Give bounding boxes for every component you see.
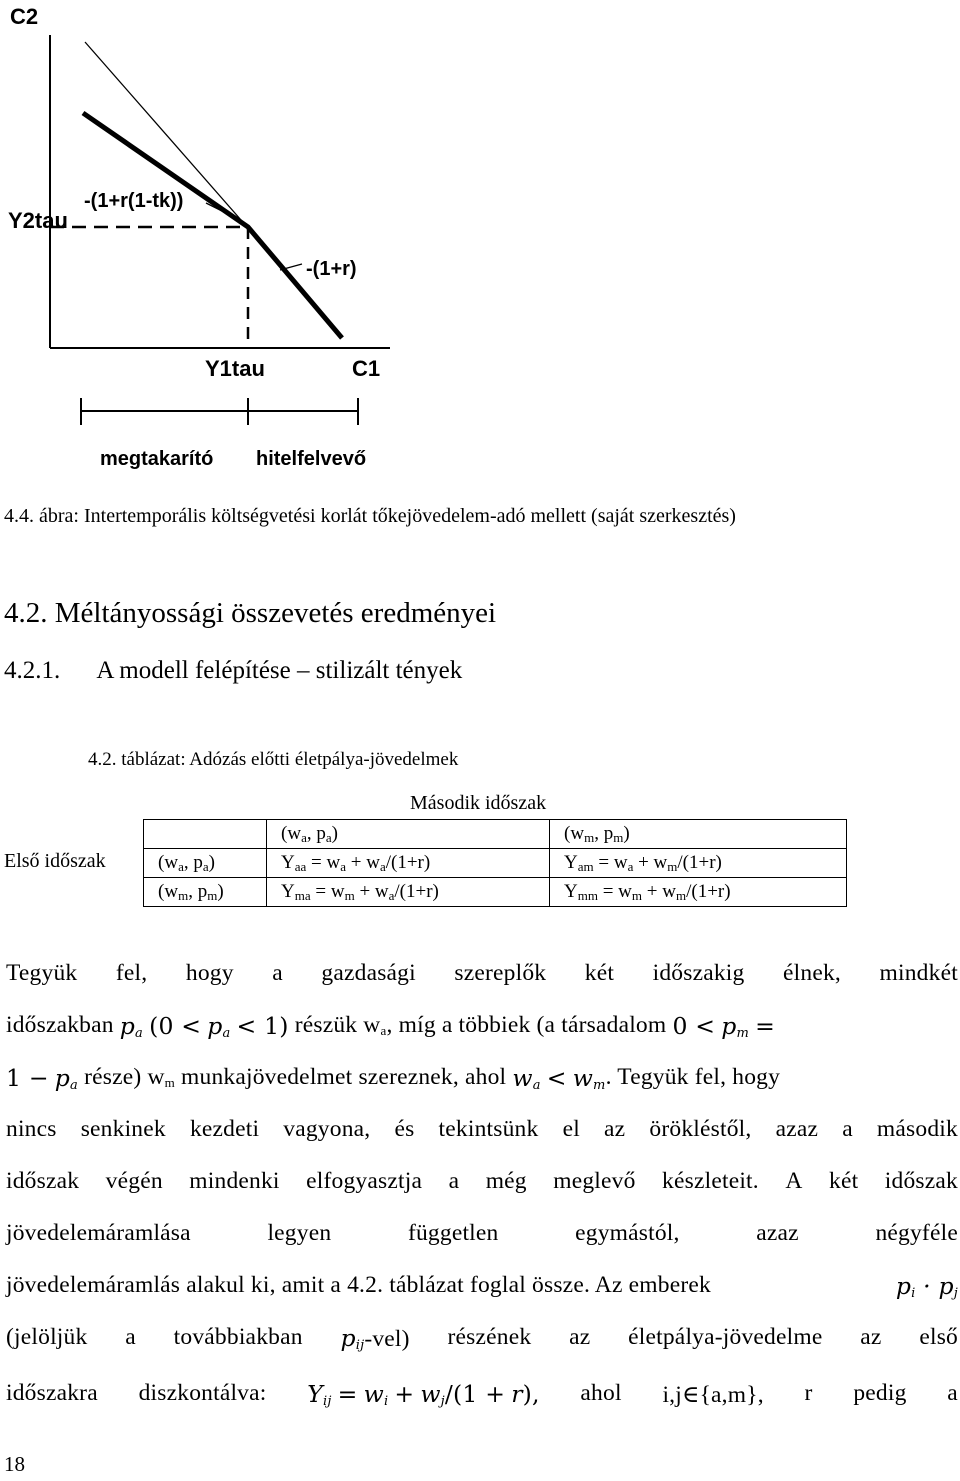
math: < bbox=[546, 1064, 567, 1092]
paragraph-line-4 bbox=[6, 1116, 958, 1143]
y-intercept-label: Y2tau bbox=[8, 208, 68, 233]
axis-y-label: C2 bbox=[10, 4, 39, 29]
table-cell-am: $Y_{am} = w_a + w_m/(1+r)$ bbox=[550, 849, 847, 878]
word: vagyona, bbox=[283, 1116, 371, 1142]
page-number: 18 bbox=[4, 1452, 25, 1476]
text: . Tegyük fel, hogy bbox=[605, 1064, 781, 1090]
word: A bbox=[785, 1168, 803, 1194]
word: négyféle bbox=[875, 1220, 958, 1246]
table-row-head-a: ($w_a$, $p_a$) bbox=[144, 849, 267, 878]
word: az bbox=[860, 1324, 882, 1350]
word: időszak bbox=[6, 1168, 80, 1194]
paragraph-line-2 bbox=[6, 1012, 958, 1041]
table-cell-aa: $Y_{aa} = w_a + w_a/(1+r)$ bbox=[267, 849, 550, 878]
word: a bbox=[272, 960, 283, 986]
math: $w_m$ bbox=[572, 1064, 606, 1093]
math: $p_a$ bbox=[119, 1012, 143, 1041]
paragraph-line-9 bbox=[6, 1380, 958, 1409]
word: a bbox=[448, 1168, 460, 1194]
math: (0 < bbox=[149, 1012, 202, 1040]
word: mindkét bbox=[879, 960, 958, 986]
word: kezdeti bbox=[189, 1116, 260, 1142]
word: a bbox=[842, 1116, 853, 1142]
slope-upper-label: -(1+r(1-tk)) bbox=[84, 190, 184, 212]
table-row-group: Első időszak bbox=[4, 850, 106, 872]
word: i,j∈{a,m}, bbox=[662, 1382, 764, 1408]
figure-graphic bbox=[0, 0, 960, 480]
income-table bbox=[143, 819, 847, 907]
formula: $Y_{ij} = w_i + w_j/(1 + r)$, bbox=[307, 1380, 540, 1409]
paragraph-line-8 bbox=[6, 1324, 958, 1353]
x-intercept-label: Y1tau bbox=[205, 356, 265, 381]
saver-label: megtakarító bbox=[100, 448, 214, 470]
word: végén bbox=[105, 1168, 163, 1194]
word: azaz bbox=[756, 1220, 799, 1246]
word: hogy bbox=[185, 960, 234, 986]
text: része) $w_m$ bbox=[84, 1064, 175, 1090]
word: pedig bbox=[853, 1380, 907, 1406]
paragraph-line-7 bbox=[6, 1272, 958, 1301]
word: mindenki bbox=[189, 1168, 280, 1194]
word: független bbox=[407, 1220, 499, 1246]
word: el bbox=[562, 1116, 580, 1142]
math: 0 < bbox=[672, 1012, 716, 1040]
word: a bbox=[947, 1380, 958, 1406]
subsection-heading: 4.2.1. A modell felépítése – stilizált tények bbox=[4, 657, 463, 684]
word: elfogyasztja bbox=[306, 1168, 423, 1194]
table-col-group: Második időszak bbox=[410, 792, 547, 814]
word: Tegyük bbox=[6, 960, 78, 986]
word: a bbox=[125, 1324, 136, 1350]
word: jövedelemáramlása bbox=[6, 1220, 191, 1246]
word: és bbox=[394, 1116, 415, 1142]
word: első bbox=[919, 1324, 958, 1350]
word: fel, bbox=[115, 960, 148, 986]
text: időszakban bbox=[6, 1012, 114, 1038]
word: részének bbox=[447, 1324, 532, 1350]
word: időszak bbox=[884, 1168, 958, 1194]
borrower-label: hitelfelvevő bbox=[256, 448, 367, 470]
word: (jelöljük bbox=[6, 1324, 88, 1350]
body-paragraph bbox=[6, 960, 958, 1440]
table-row-head-m: ($w_m$, $p_m$) bbox=[144, 878, 267, 907]
math: 1 − bbox=[6, 1064, 49, 1092]
table-row bbox=[144, 878, 847, 907]
paragraph-line-5 bbox=[6, 1168, 958, 1195]
word: r bbox=[804, 1380, 813, 1406]
word: az bbox=[569, 1324, 591, 1350]
paragraph-line-6 bbox=[6, 1220, 958, 1247]
math: < 1) bbox=[236, 1012, 289, 1040]
table-cell-mm: $Y_{mm} = w_m + w_m/(1+r)$ bbox=[550, 878, 847, 907]
math: = bbox=[755, 1012, 775, 1040]
word: gazdasági bbox=[321, 960, 416, 986]
word: senkinek bbox=[80, 1116, 166, 1142]
word: életpálya-jövedelme bbox=[628, 1324, 823, 1350]
word: szereplők bbox=[454, 960, 547, 986]
paragraph-line-3 bbox=[6, 1064, 958, 1093]
table-corner bbox=[144, 820, 267, 849]
text: részük $w_a$, míg a többiek (a társadalom bbox=[294, 1012, 667, 1038]
word: egymástól, bbox=[575, 1220, 680, 1246]
word: meglevő bbox=[553, 1168, 636, 1194]
text: $p_{ij}-vel$) bbox=[340, 1324, 410, 1353]
math: $p_a$ bbox=[54, 1064, 78, 1093]
math: $p_m$ bbox=[721, 1012, 750, 1041]
section-heading: 4.2. Méltányossági összevetés eredményei bbox=[4, 597, 497, 629]
word: legyen bbox=[267, 1220, 332, 1246]
table-title: 4.2. táblázat: Adózás előtti életpálya-jövedelmek bbox=[88, 749, 459, 770]
paragraph-line-1 bbox=[6, 960, 958, 987]
word: két bbox=[584, 960, 615, 986]
word: az bbox=[604, 1116, 626, 1142]
axis-x-label: C1 bbox=[352, 356, 381, 381]
table-col-a: ($w_a$, $p_a$) bbox=[267, 820, 550, 849]
table-cell-ma: $Y_{ma} = w_m + w_a/(1+r)$ bbox=[267, 878, 550, 907]
text: munkajövedelmet szereznek, ahol bbox=[181, 1064, 507, 1090]
math: $p_i \cdot p_j$ bbox=[895, 1272, 958, 1301]
text: jövedelemáramlás alakul ki, amit a 4.2. táblázat foglal össze. Az emberek bbox=[6, 1272, 711, 1298]
word: időszakig bbox=[652, 960, 745, 986]
word: örökléstől, bbox=[649, 1116, 752, 1142]
table-header-row bbox=[144, 820, 847, 849]
word: még bbox=[485, 1168, 527, 1194]
word: második bbox=[876, 1116, 958, 1142]
word: ahol bbox=[580, 1380, 622, 1406]
figure-caption: 4.4. ábra: Intertemporális költségvetési korlát tőkejövedelem-adó mellett (saját szerkesztés) bbox=[4, 505, 736, 527]
math: $w_a$ bbox=[512, 1064, 541, 1093]
word: tekintsünk bbox=[438, 1116, 539, 1142]
word: nincs bbox=[6, 1116, 57, 1142]
word: diszkontálva: bbox=[138, 1380, 267, 1406]
table-row bbox=[144, 849, 847, 878]
table-col-m: ($w_m$, $p_m$) bbox=[550, 820, 847, 849]
word: készleteit. bbox=[662, 1168, 759, 1194]
math: $p_a$ bbox=[207, 1012, 231, 1041]
word: két bbox=[829, 1168, 859, 1194]
word: továbbiakban bbox=[173, 1324, 303, 1350]
word: élnek, bbox=[783, 960, 841, 986]
word: időszakra bbox=[6, 1380, 98, 1406]
word: azaz bbox=[775, 1116, 819, 1142]
budget-line-thick bbox=[83, 113, 342, 338]
slope-lower-label: -(1+r) bbox=[306, 258, 357, 280]
